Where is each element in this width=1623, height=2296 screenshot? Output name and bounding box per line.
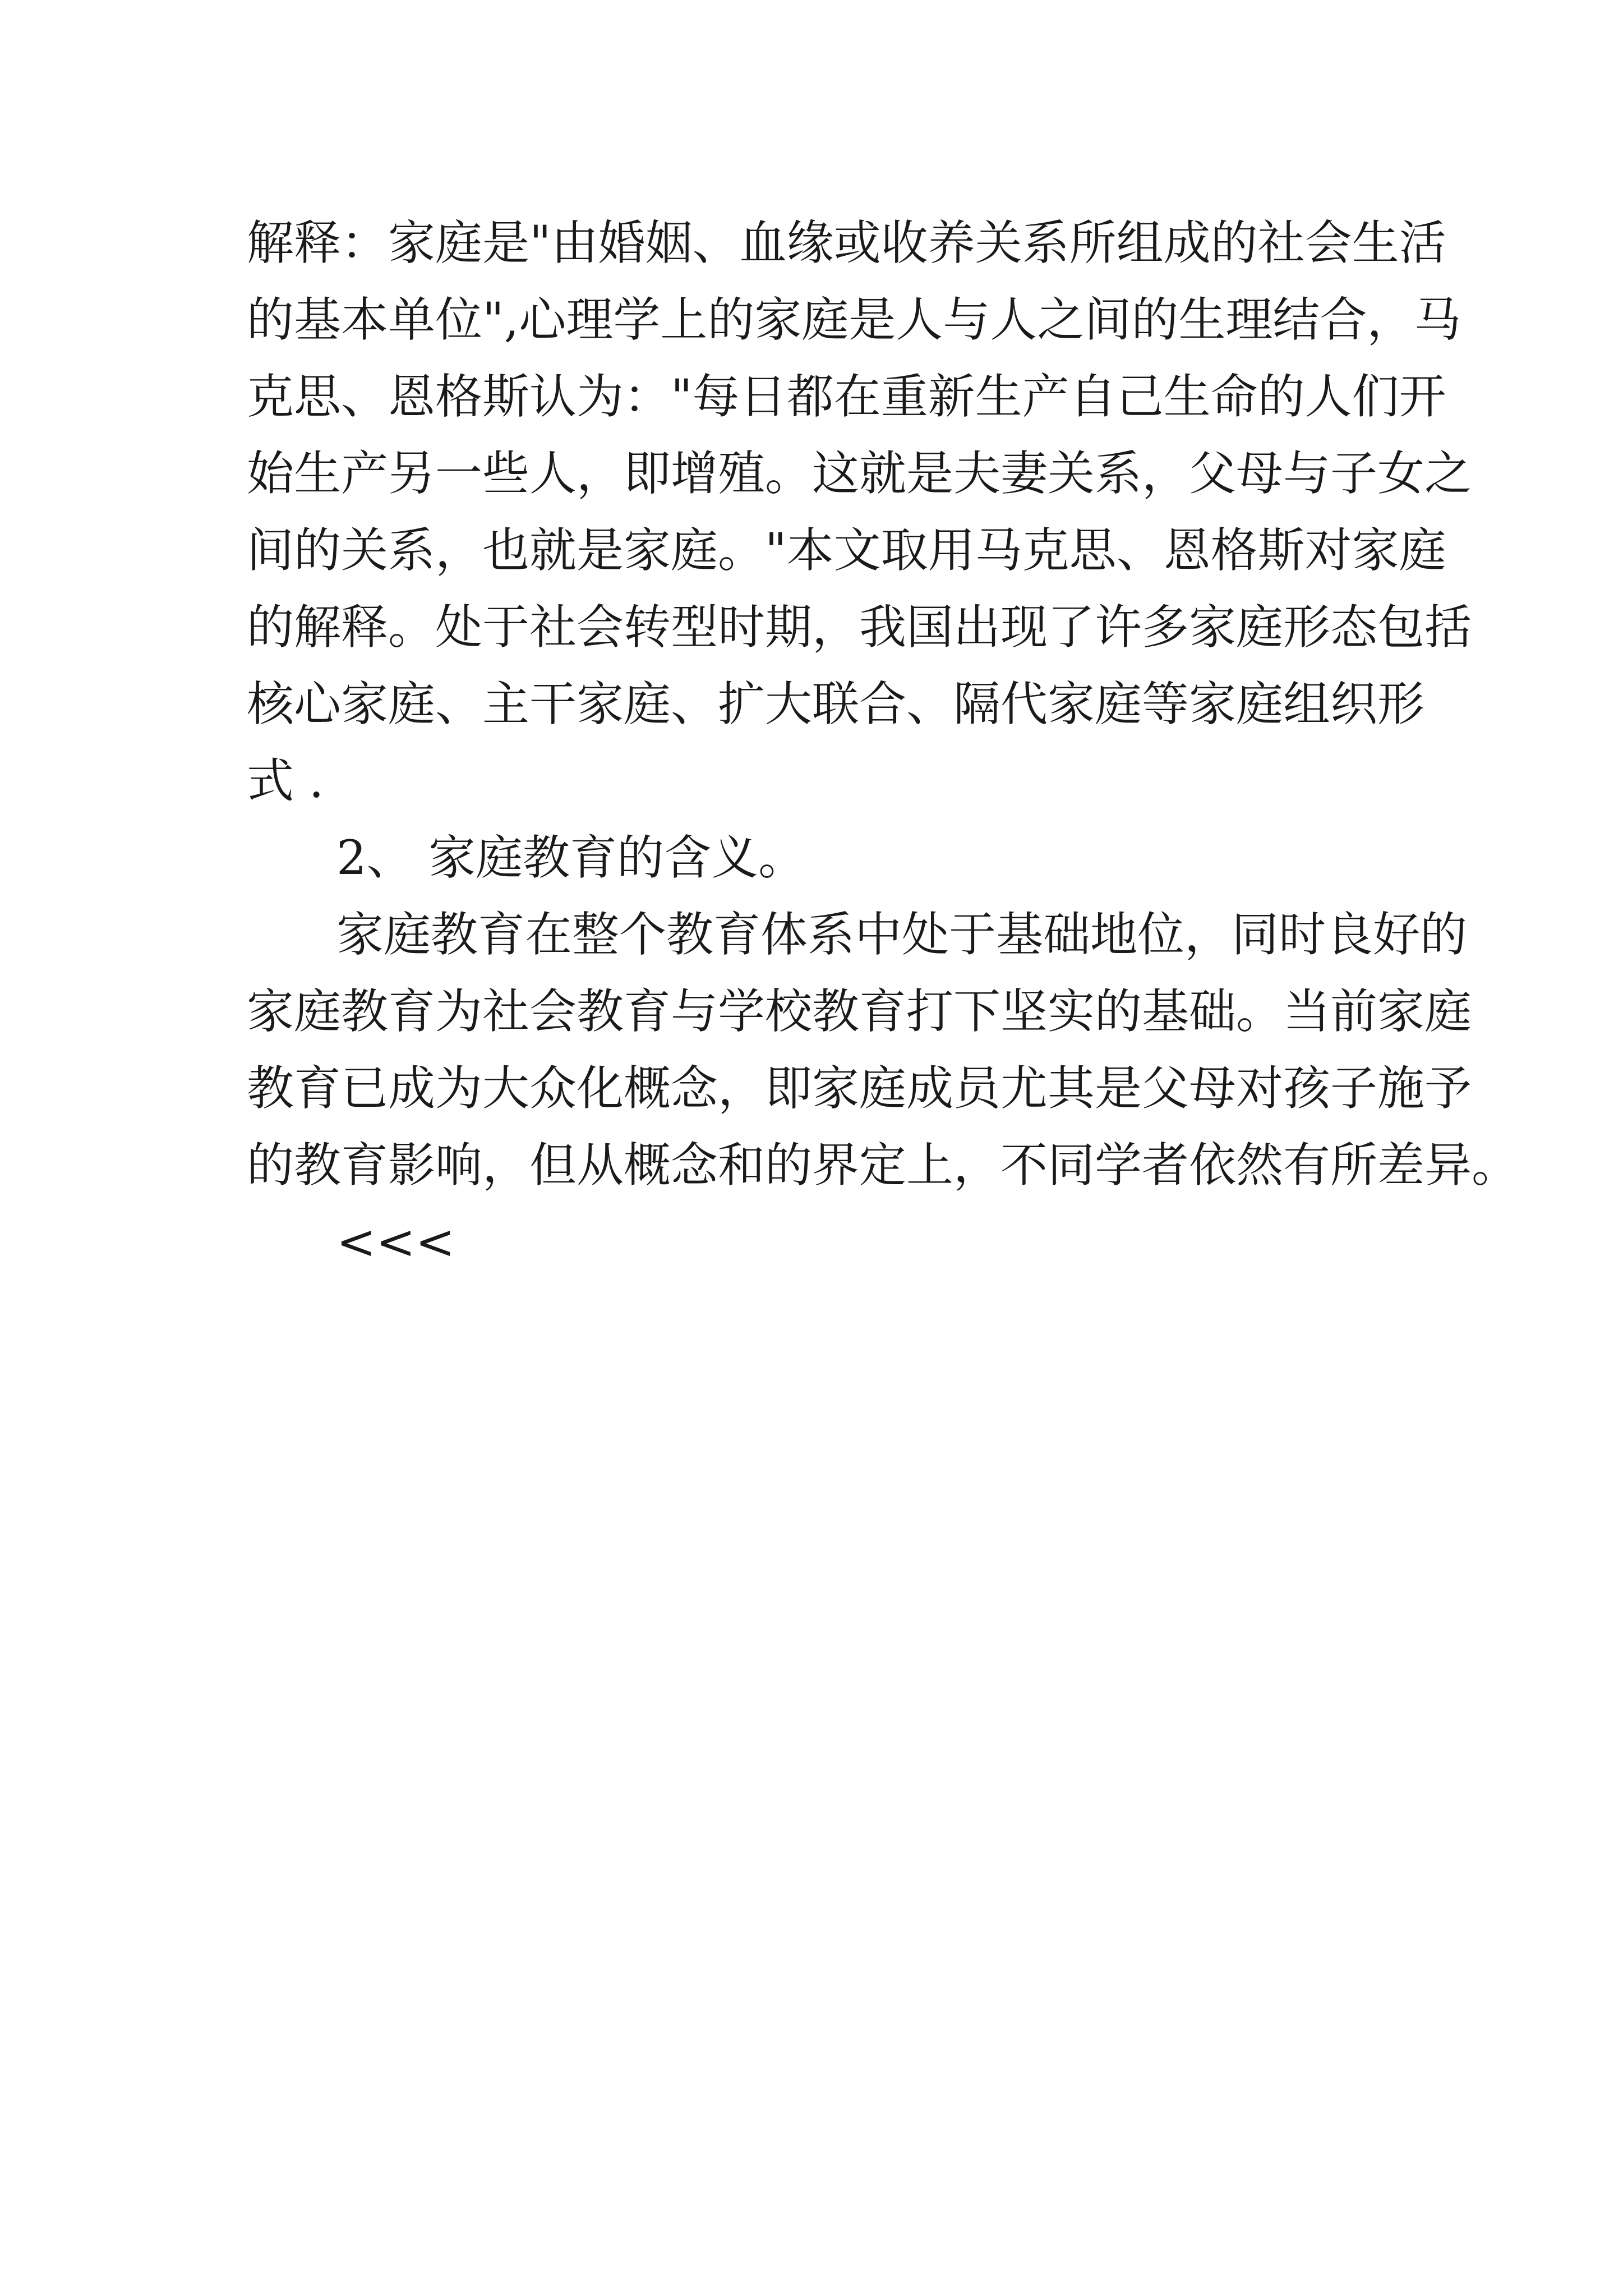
text-line: 解释：家庭是"由婚姻、血缘或收养关系所组成的社会生活 xyxy=(247,215,1446,270)
body-text xyxy=(247,205,1519,1281)
text-line: 家庭教育为社会教育与学校教育打下坚实的基础。当前家庭 xyxy=(247,984,1472,1039)
section-heading: 2、 家庭教育的含义。 xyxy=(336,830,806,885)
text-line: 间的关系，也就是家庭。"本文取用马克思、恩格斯对家庭 xyxy=(247,523,1446,578)
text-line: 克思、恩格斯认为："每日都在重新生产自己生命的人们开 xyxy=(247,369,1446,424)
text-line: 的教育影响，但从概念和的界定上，不同学者依然有所差异。 xyxy=(247,1138,1519,1193)
text-line: 的解释。处于社会转型时期，我国出现了许多家庭形态包括 xyxy=(247,600,1472,655)
text-line: 教育已成为大众化概念，即家庭成员尤其是父母对孩子施予 xyxy=(247,1061,1472,1116)
text-line: 式 . xyxy=(247,753,324,808)
continuation-marker: <<< xyxy=(336,1214,455,1269)
text-line: 家庭教育在整个教育体系中处于基础地位，同时良好的 xyxy=(336,907,1468,962)
text-line: 始生产另一些人，即增殖。这就是夫妻关系，父母与子女之 xyxy=(247,446,1472,501)
text-line: 核心家庭、主干家庭、扩大联合、隔代家庭等家庭组织形 xyxy=(247,677,1425,731)
text-line: 的基本单位",心理学上的家庭是人与人之间的生理结合，马 xyxy=(247,292,1461,347)
